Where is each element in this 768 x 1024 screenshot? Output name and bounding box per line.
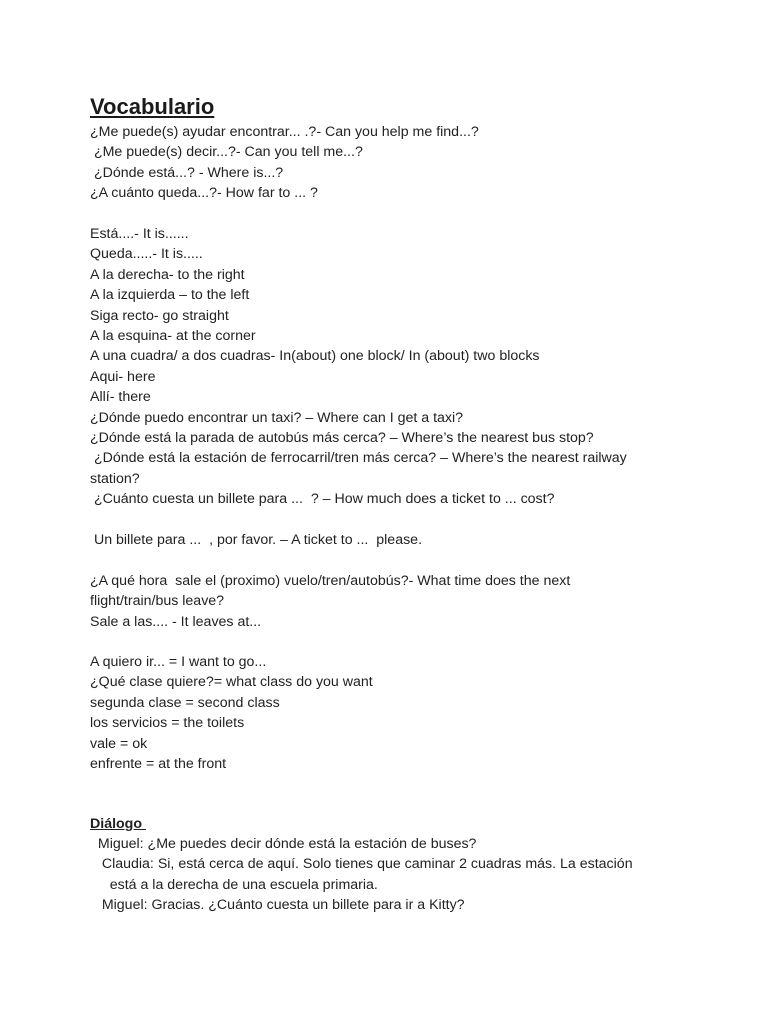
text-line: Un billete para ... , por favor. – A ticket to ... please. [90, 532, 423, 548]
text-line: flight/train/bus leave? [90, 593, 225, 610]
text-line: ¿A cuánto queda...?- How far to ... ? [90, 185, 318, 202]
text-line: station? [90, 470, 140, 487]
text-line: vale = ok [90, 735, 148, 752]
text-line: segunda clase = second class [90, 694, 280, 711]
text-line: Está....- It is...... [90, 226, 189, 242]
text-line: Sale a las.... - It leaves at... [90, 613, 262, 630]
text-line: ¿A qué hora sale el (proximo) vuelo/tren/autobús?- What time does the next [90, 573, 571, 589]
dialogue-line: Miguel: Gracias. ¿Cuánto cuesta un billete para ir a Kitty? [90, 897, 465, 914]
text-line: ¿Dónde está...? - Where is...? [90, 164, 284, 181]
text-line: ¿Dónde está la parada de autobús más cerca? – Where’s the nearest bus stop? [90, 429, 594, 446]
text-line: A la izquierda – to the left [90, 287, 250, 304]
page-title: Vocabulario [90, 94, 215, 119]
text-line: enfrente = at the front [90, 755, 227, 772]
phrases-departure [90, 571, 750, 632]
phrases-misc [90, 652, 750, 774]
text-line: los servicios = the toilets [90, 715, 245, 732]
text-line: ¿Dónde puedo encontrar un taxi? – Where can I get a taxi? [90, 409, 464, 426]
dialogue-heading: Diálogo [90, 816, 146, 832]
text-line: A la esquina- at the corner [90, 327, 256, 344]
text-line: A una cuadra/ a dos cuadras- In(about) one block/ In (about) two blocks [90, 348, 540, 365]
text-line: Queda.....- It is..... [90, 246, 203, 263]
text-line: ¿Me puede(s) ayudar encontrar... .?- Can you help me find...? [90, 124, 479, 140]
text-line: A la derecha- to the right [90, 266, 245, 283]
phrases-questions [90, 122, 750, 204]
dialogue-line: Miguel: ¿Me puedes decir dónde está la estación de buses? [90, 836, 477, 852]
text-line: ¿Me puede(s) decir...?- Can you tell me...? [90, 144, 363, 161]
dialogue-line: Claudia: Si, está cerca de aquí. Solo tienes que caminar 2 cuadras más. La estación [90, 856, 633, 873]
text-line: ¿Cuánto cuesta un billete para ... ? – How much does a ticket to ... cost? [90, 491, 555, 508]
dialogue-line: está a la derecha de una escuela primaria. [90, 876, 378, 893]
text-line: Allí- there [90, 389, 151, 406]
phrases-ticket [90, 530, 750, 550]
text-line: Aqui- here [90, 368, 156, 385]
text-line: ¿Dónde está la estación de ferrocarril/tren más cerca? – Where’s the nearest railway [90, 450, 627, 467]
text-line: ¿Qué clase quiere?= what class do you want [90, 674, 373, 691]
phrases-directions [90, 224, 750, 509]
dialogue-block [90, 834, 750, 916]
text-line: A quiero ir... = I want to go... [90, 654, 267, 670]
text-line: Siga recto- go straight [90, 307, 229, 324]
